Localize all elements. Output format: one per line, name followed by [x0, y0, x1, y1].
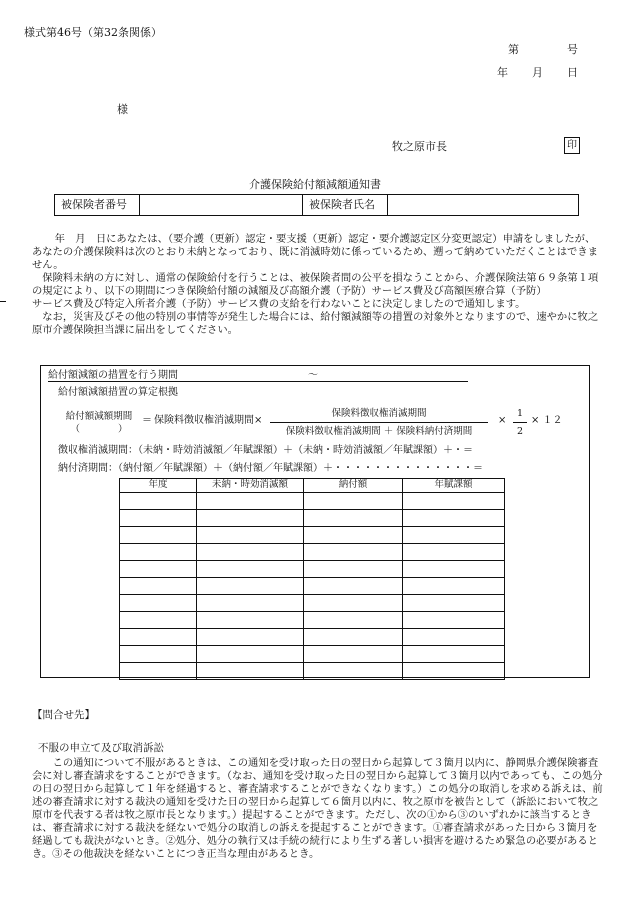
table-cell[interactable] [304, 544, 403, 561]
basis-label: 給付額減額措置の算定根拠 [58, 387, 178, 398]
table-cell[interactable] [403, 663, 505, 680]
table-row [120, 663, 505, 680]
lhs-top: 給付額減額期間 [65, 411, 133, 422]
formula-equals: ＝ [142, 415, 152, 426]
date-day: 日 [567, 66, 578, 79]
grid-header-annual: 年賦課額 [403, 479, 505, 493]
table-cell[interactable] [403, 629, 505, 646]
table-cell[interactable] [304, 629, 403, 646]
body-paragraph-4: なお，災害及びその他の特別の事情等が発生した場合には、給付額減額等の措置の対象外となりますので、速やかに牧之原市介護保険担当課に届出をしてください。 [32, 311, 599, 336]
notice-body [32, 233, 602, 337]
formula-lhs [58, 410, 140, 436]
table-cell[interactable] [120, 493, 197, 510]
collection-period-formula: 徴収権消滅期間：（未納・時効消滅額／年賦課額）＋（未納・時効消滅額／年賦課額）＋・＝ [58, 445, 473, 456]
table-cell[interactable] [120, 612, 197, 629]
table-cell[interactable] [304, 527, 403, 544]
issue-date [497, 66, 578, 81]
mayor-name: 牧之原市長 [392, 140, 447, 153]
body-paragraph-2: 保険料未納の方に対し、通常の保険給付を行うことは、被保険者間の公平を損なうことから、介護保険法第６９条第１項の規定により、以下の期間につき保険給付額の減額及び高額介護（予防）サービス費及び高額医療合算（予防） [32, 272, 599, 297]
table-cell[interactable] [304, 612, 403, 629]
table-cell[interactable] [403, 646, 505, 663]
number-prefix: 第 [508, 43, 519, 56]
table-cell[interactable] [120, 646, 197, 663]
period-tilde: ～ [308, 370, 318, 381]
table-cell[interactable] [120, 595, 197, 612]
fraction-bar [270, 422, 488, 423]
table-cell[interactable] [120, 663, 197, 680]
table-cell[interactable] [197, 595, 304, 612]
grid-header-paid: 納付額 [304, 479, 403, 493]
table-cell[interactable] [304, 663, 403, 680]
table-row [120, 595, 505, 612]
table-cell[interactable] [304, 493, 403, 510]
table-row [120, 629, 505, 646]
table-cell[interactable] [197, 612, 304, 629]
contact-label: 【問合せ先】 [32, 709, 95, 721]
formula-half [513, 406, 527, 439]
half-denominator: 2 [516, 426, 524, 437]
table-cell[interactable] [197, 527, 304, 544]
table-cell[interactable] [403, 544, 505, 561]
formula-times-twelve: × １２ [531, 415, 563, 426]
table-cell[interactable] [120, 510, 197, 527]
fraction-numerator: 保険料徴収権消滅期間 [331, 408, 427, 419]
table-cell[interactable] [197, 510, 304, 527]
table-row [120, 561, 505, 578]
insured-name-field[interactable] [388, 195, 579, 216]
table-row [120, 646, 505, 663]
number-suffix: 号 [567, 43, 578, 56]
table-cell[interactable] [197, 578, 304, 595]
body-paragraph-1: 年 月 日にあなたは、（要介護（更新）認定・要支援（更新）認定・要介護認定区分変更認定）申請をしましたが、あなたの介護保険料は次のとおり未納となっており、既に消滅時効に係っているため、遡って納めていただくことはできません。 [32, 233, 598, 271]
table-cell[interactable] [403, 561, 505, 578]
table-row [120, 578, 505, 595]
formula-fraction [270, 406, 488, 439]
table-cell[interactable] [197, 663, 304, 680]
period-underline [48, 381, 468, 382]
table-cell[interactable] [120, 527, 197, 544]
table-cell[interactable] [403, 527, 505, 544]
table-cell[interactable] [403, 510, 505, 527]
insured-number-label: 被保険者番号 [55, 195, 140, 216]
table-cell[interactable] [304, 595, 403, 612]
appeal-text [32, 757, 607, 861]
table-row [120, 510, 505, 527]
table-cell[interactable] [120, 561, 197, 578]
margin-mark [0, 301, 6, 302]
table-cell[interactable] [197, 629, 304, 646]
table-cell[interactable] [304, 578, 403, 595]
table-row [120, 527, 505, 544]
table-cell[interactable] [197, 646, 304, 663]
table-cell[interactable] [304, 646, 403, 663]
payment-grid [119, 478, 505, 680]
addressee: 様 [117, 103, 128, 116]
table-cell[interactable] [403, 578, 505, 595]
table-cell[interactable] [403, 493, 505, 510]
insured-name-label: 被保険者氏名 [303, 195, 388, 216]
table-cell[interactable] [197, 561, 304, 578]
fraction-denominator: 保険料徴収権消滅期間 ＋ 保険料納付済期間 [285, 426, 473, 437]
table-cell[interactable] [120, 544, 197, 561]
document-number [508, 43, 578, 58]
form-id: 様式第46号（第32条関係） [24, 26, 162, 39]
appeal-title: 不服の申立て及び取消訴訟 [38, 742, 164, 754]
appeal-paragraph: この通知について不服があるときは、この通知を受け取った日の翌日から起算して３箇月以内に、静岡県介護保険審査会に対し審査請求をすることができます。（なお、通知を受け取った日の翌日から起算して３箇月以内であっても、この処分の日の翌日から起算して１年を経過すると、審査請求することができなくなります。）この処分の取消しを求める訴えは、前述の審査請求に対する裁決の通知を受けた日の翌日から起算して６箇月以内に、牧之原市を被告として（訴訟において牧之原市を代表する者は牧之原市長となります。）提起することができます。ただし、次の①から③のいずれかに該当するときは、審査請求に対する裁決を経ないで処分の取消しの訴えを提起することができます。①審査請求があった日から３箇月を経過しても裁決がないとき。②処分、処分の執行又は手続の続行により生ずる著しい損害を避けるため緊急の必要があるとき。③その他裁決を経ないことにつき正当な理由があるとき。 [32, 757, 603, 860]
formula-mid-term: 保険料徴収権消滅期間× [154, 415, 263, 426]
table-row [120, 493, 505, 510]
table-cell[interactable] [197, 493, 304, 510]
period-label: 給付額減額の措置を行う期間 [48, 370, 178, 381]
date-month: 月 [532, 66, 543, 79]
table-row [120, 544, 505, 561]
half-bar [513, 422, 527, 423]
table-cell[interactable] [403, 612, 505, 629]
seal-stamp: 印 [564, 137, 580, 154]
date-year: 年 [497, 66, 508, 79]
table-cell[interactable] [304, 510, 403, 527]
table-cell[interactable] [403, 595, 505, 612]
document-title: 介護保険給付額減額通知書 [249, 178, 381, 191]
table-row [120, 612, 505, 629]
grid-header-unpaid: 未納・時効消滅額 [197, 479, 304, 493]
insured-number-field[interactable] [140, 195, 303, 216]
table-cell[interactable] [120, 578, 197, 595]
paid-period-formula: 納付済期間：（納付額／年賦課額）＋（納付額／年賦課額）＋・・・・・・・・・・・・・・＝ [58, 463, 483, 474]
table-cell[interactable] [197, 544, 304, 561]
lhs-bottom: （ ） [70, 424, 128, 435]
formula-times: × [498, 415, 507, 426]
insured-id-table [54, 194, 579, 216]
table-cell[interactable] [120, 629, 197, 646]
body-paragraph-3: サービス費及び特定入所者介護（予防）サービス費の支給を行わないことに決定しましたので通知します。 [32, 298, 526, 310]
table-cell[interactable] [304, 561, 403, 578]
grid-header-year: 年度 [120, 479, 197, 493]
half-numerator: 1 [516, 408, 524, 419]
